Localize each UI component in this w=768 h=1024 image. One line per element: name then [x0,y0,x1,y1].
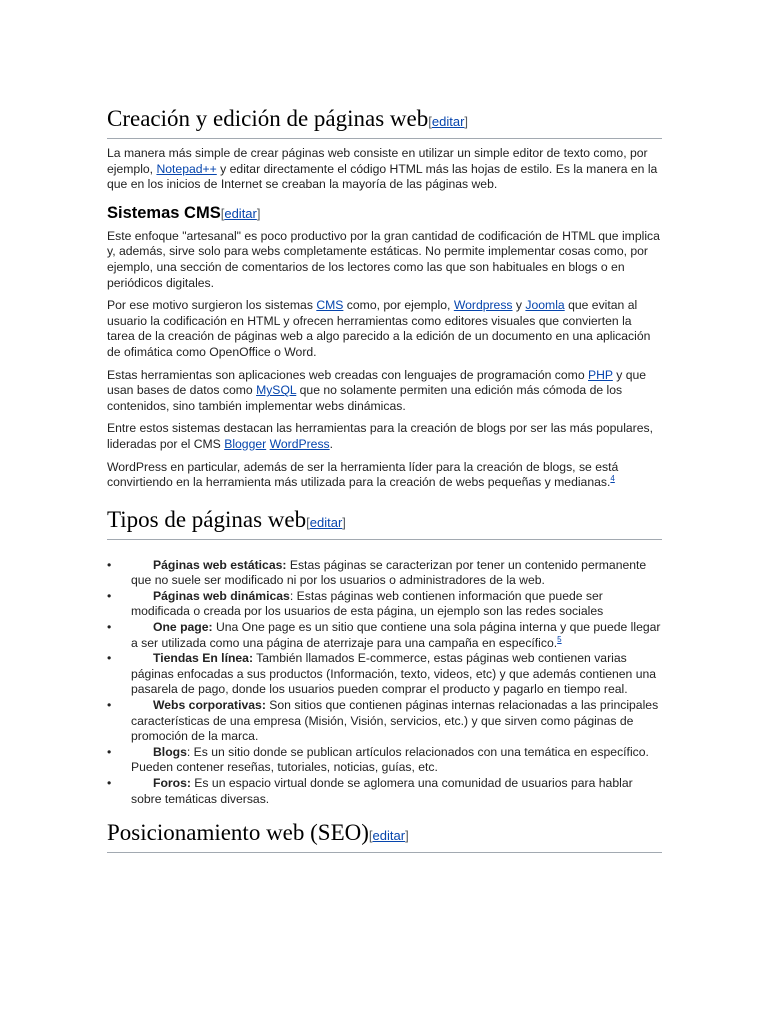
heading-text: Creación y edición de páginas web [107,106,429,131]
item-text: : Es un sitio donde se publican artículos relacionados con una temática en específico. Pueden contener reseñas, tutoriales, noticias, guías, etc. [131,744,649,775]
paragraph-herramientas [107,368,662,415]
item-term: One page: [153,620,213,635]
bracket-open: [ [368,828,373,844]
bullet-icon: • [107,776,112,790]
paragraph-wordpress [107,460,662,491]
paragraph-intro [107,146,662,193]
item-text: : Estas páginas web contienen información que puede ser modificada o creada por los usuarios de esta página, un ejemplo son las redes sociales [131,588,604,619]
section-heading-creacion [107,104,662,139]
item-term: Tiendas En línea: [153,651,254,666]
text-run: Por ese motivo surgieron los sistemas [107,298,317,313]
item-text: Es un espacio virtual donde se aglomera una comunidad de usuarios para hablar sobre temáticas diversas. [131,776,633,806]
link-blogger[interactable]: Blogger [224,436,267,451]
text-run: . [329,436,334,451]
list-item [107,698,662,745]
edit-section [428,114,468,129]
edit-link[interactable]: editar [224,205,257,221]
types-list [107,558,662,808]
item-term: Blogs [153,744,187,759]
section-heading-seo [107,818,662,853]
bracket-close: ] [256,205,261,221]
text-run: que no solamente permiten una edición más cómoda de los contenidos, sino también implementar webs dinámicas. [107,383,623,413]
item-text: Son sitios que contienen páginas internas relacionadas a las principales características de una empresa (Misión, Visión, servicios, etc.) y que sirven como páginas de promoción de la marca. [131,698,659,744]
list-item [107,558,662,589]
paragraph-cms [107,298,662,360]
paragraph-blogs [107,421,662,452]
article-content [107,104,662,853]
text-run: WordPress en particular, además de ser la herramienta líder para la creación de blogs, se está convirtiendo en la herramienta más utilizada para la creación de webs pequeñas y medianas. [107,459,619,490]
text-run: y [512,298,526,313]
edit-link[interactable]: editar [431,114,465,129]
list-item [107,620,662,651]
text-run: y editar directamente el código HTML más las hojas de estilo. Es la manera en la que en los inicios de Internet se creaban la mayoría de las páginas web. [107,161,658,192]
item-text: Estas páginas se caracterizan por tener un contenido permanente que no suele ser modificado ni por los usuarios o administradores de la web. [131,557,647,588]
list-item [107,589,662,620]
link-php[interactable]: PHP [588,367,613,382]
bullet-icon: • [107,557,112,572]
heading-text: Posicionamiento web (SEO) [107,820,369,846]
link-wordpress-2[interactable]: WordPress [269,436,330,451]
list-item [107,745,662,776]
text-run: Entre estos sistemas destacan las herramientas para la creación de blogs por ser las más populares, lideradas por el CMS [107,421,654,451]
bullet-icon: • [107,698,112,713]
text-run: y que usan bases de datos como [107,367,647,398]
reference-link[interactable]: 5 [557,634,562,644]
item-text: Una One page es un sitio que contiene una sola página interna y que puede llegar a ser utilizada como una página de aterrizaje para una campaña en específico. [131,620,661,650]
item-term: Foros: [153,776,191,790]
bracket-open: [ [220,205,225,221]
text-run: Estas herramientas son aplicaciones web creadas con lenguajes de programación como [107,367,588,382]
edit-section [369,828,409,843]
list-item [107,651,662,698]
bracket-close: ] [342,514,346,530]
edit-link[interactable]: editar [372,828,406,844]
heading-text: Tipos de páginas web [107,506,307,532]
edit-link[interactable]: editar [309,514,343,530]
bracket-close: ] [464,114,469,129]
link-wordpress[interactable]: Wordpress [453,298,513,313]
bracket-close: ] [405,828,409,844]
bullet-icon: • [107,620,112,635]
link-mysql[interactable]: MySQL [256,383,297,398]
text-run: La manera más simple de crear páginas web consiste en utilizar un simple editor de texto como, por ejemplo, [107,146,648,176]
item-term: Páginas web dinámicas [153,588,290,603]
section-heading-cms [107,202,662,225]
list-item [107,776,662,807]
text-run: como, por ejemplo, [343,298,454,313]
heading-text: Sistemas CMS [107,203,221,222]
bullet-icon: • [107,651,112,666]
link-cms[interactable]: CMS [316,298,344,313]
bullet-icon: • [107,744,112,759]
item-text: También llamados E-commerce, estas páginas web contienen varias páginas enfocadas a sus productos (Información, texto, videos, etc) y que además contienen una pasarela de pago, donde los usuarios pueden comprar el producto y pagarlo en tiempo real. [131,651,657,697]
item-term: Páginas web estáticas: [153,557,287,572]
paragraph-artesanal: Este enfoque "artesanal" es poco productivo por la gran cantidad de codificación de HTML que implica y, además, sirve solo para webs completamente estáticas. No permite implementar cosas como, por ejemplo, una sección de comentarios de los lectores como las que son habituales en blogs o en periódicos digitales. [107,228,660,290]
bullet-icon: • [107,588,112,603]
reference-link[interactable]: 4 [610,474,615,484]
bracket-open: [ [428,114,432,129]
text-run: que evitan al usuario la codificación en HTML y ofrecen herramientas como editores visuales que convierten la tarea de la creación de páginas web a algo parecido a la edición de un documento en una aplicación de ofimática como OpenOffice o Word. [107,298,651,359]
link-joomla[interactable]: Joomla [525,298,565,313]
link-notepad[interactable]: Notepad++ [156,161,217,176]
edit-section [221,206,261,221]
bracket-open: [ [306,514,310,530]
item-term: Webs corporativas: [153,698,266,713]
edit-section [306,515,346,530]
section-heading-tipos [107,505,662,540]
